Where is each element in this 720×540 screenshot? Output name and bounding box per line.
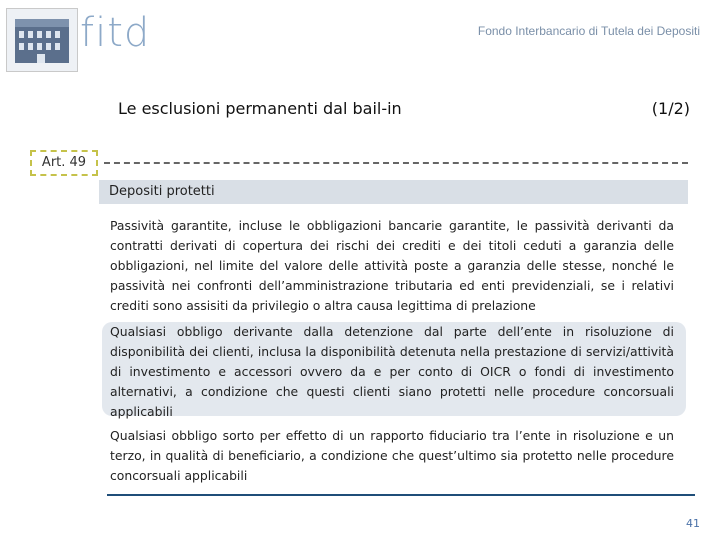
dashed-divider xyxy=(104,162,688,164)
article-tag: Art. 49 xyxy=(30,150,98,176)
bottom-divider xyxy=(107,494,695,496)
paragraph-fiduciary: Qualsiasi obbligo sorto per effetto di un rapporto fiduciario tra l’ente in risoluzione e un terzo, in qualità di beneficiario, a condizione che quest’ultimo sia protetto nelle procedure concorsuali applicabili xyxy=(110,428,674,483)
paragraph-secured-liabilities: Passività garantite, incluse le obbligazioni bancarie garantite, le passività derivanti da contratti derivati di copertura dei rischi dei crediti e dei titoli ceduti a garanzia delle obbligazioni, nel limite del valore delle attività poste a garanzia delle stesse, nonché le passività nei confronti dell’amministrazione tributaria ed enti previdenziali, se i relativi crediti sono assisiti da privilegio o altra causa legittima di prelazione xyxy=(110,218,674,313)
building-icon xyxy=(15,19,69,63)
slide-part-indicator: (1/2) xyxy=(651,99,690,118)
logo-text: fitd xyxy=(80,10,151,56)
fund-name: Fondo Interbancario di Tutela dei Depositi xyxy=(477,24,700,38)
page-number: 41 xyxy=(686,517,700,530)
paragraph-client-assets: Qualsiasi obbligo derivante dalla detenzione dal parte dell’ente in risoluzione di disponibilità dei clienti, inclusa la disponibilità detenuta nella prestazione di servizi/attività di investimento e accessori ovvero da e per conto di OICR o fondi di investimento alternativi, a condizione che questi clienti siano protetti nelle procedure concorsuali applicabili xyxy=(110,324,674,419)
slide-title: Le esclusioni permanenti dal bail-in xyxy=(118,99,402,118)
section-header: Depositi protetti xyxy=(99,180,688,204)
fitd-logo-image xyxy=(6,8,78,72)
